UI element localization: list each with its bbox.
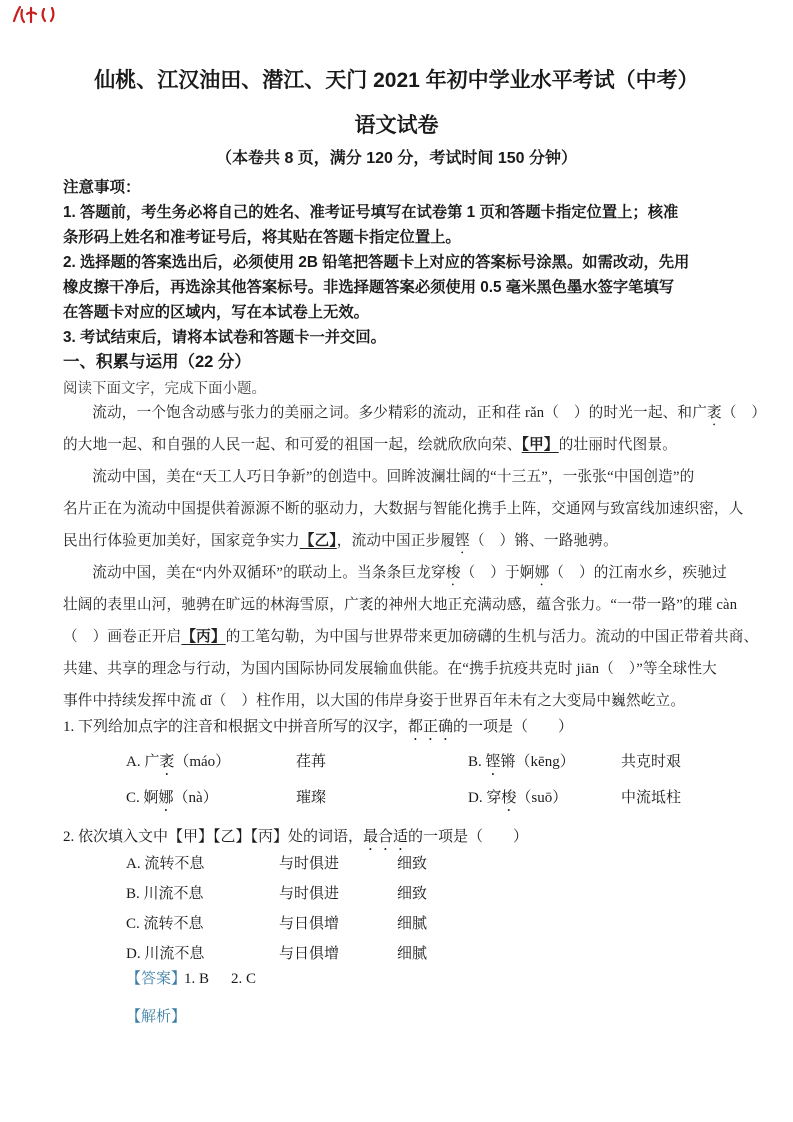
notice-line: 条形码上姓名和准考证号后，将其贴在答题卡指定位置上。 xyxy=(63,229,461,246)
passage-line: 的大地一起、和自强的人民一起、和可爱的祖国一起，绘就欣欣向荣、【甲】的壮丽时代图景。 xyxy=(63,437,678,453)
exam-title-line2: 语文试卷 xyxy=(354,114,439,137)
question-1-stem: 1. 下列给加点字的注音和根据文中拼音所写的汉字，都正确的一项是（ ） xyxy=(63,719,574,735)
exam-title-line1: 仙桃、江汉油田、潜江、天门 2021 年初中学业水平考试（中考） xyxy=(94,69,699,92)
emphasized-char: 梭 xyxy=(445,565,461,581)
blank-placeholder: 【甲】 xyxy=(521,437,559,453)
notice-line: 3. 考试结束后，请将本试卷和答题卡一并交回。 xyxy=(63,329,386,346)
q2-option-d-word1: D. 川流不息 xyxy=(126,946,205,962)
emphasized-char: 铿 xyxy=(455,533,470,549)
q1-option-d-word: 中流坻柱 xyxy=(621,790,682,806)
q1-option-a-word: 荏苒 xyxy=(296,754,327,770)
emphasized-char: 娜 xyxy=(158,790,174,806)
notice-line: 橡皮擦干净后，再选涂其他答案标号。非选择题答案必须使用 0.5 毫米黑色墨水签字笔填写 xyxy=(63,279,675,296)
passage-line: 流动，一个饱含动感与张力的美丽之词。多少精彩的流动，正和荏 rǎn（ ）的时光一起、和广袤（ ） xyxy=(92,405,767,421)
q1-option-a: A. 广袤（máo） xyxy=(126,754,231,770)
q2-option-c-word2: 与日俱增 xyxy=(279,916,340,932)
analysis-label: 【解析】 xyxy=(126,1009,187,1025)
q2-option-a-word2: 与时俱进 xyxy=(279,856,340,872)
q1-option-c-word: 璀璨 xyxy=(296,790,327,806)
q2-option-b-word1: B. 川流不息 xyxy=(126,886,204,902)
notice-line: 在答题卡对应的区域内，写在本试卷上无效。 xyxy=(63,304,369,321)
q2-option-d-word2: 与日俱增 xyxy=(279,946,340,962)
emphasized-char: 梭 xyxy=(501,790,517,806)
emphasized-char: 铿 xyxy=(485,754,501,770)
passage-line: （ ）画卷正开启【丙】的工笔勾勒，为中国与世界带来更加磅礴的生机与活力。流动的中国正带着共商、 xyxy=(63,629,759,645)
q2-option-a-word1: A. 流转不息 xyxy=(126,856,205,872)
question-2-stem: 2. 依次填入文中【甲】【乙】【丙】处的词语，最合适的一项是（ ） xyxy=(63,829,529,845)
emphasized-char: 袤 xyxy=(707,405,722,421)
q2-option-c-word3: 细腻 xyxy=(397,916,428,932)
q2-option-d-word3: 细腻 xyxy=(397,946,428,962)
red-pen-marks-icon xyxy=(9,4,61,28)
answer-item-1: 1. B xyxy=(184,971,210,987)
red-pen-strokes xyxy=(14,7,53,22)
q1-option-c: C. 婀娜（nà） xyxy=(126,790,218,806)
passage-line: 流动中国，美在“内外双循环”的联动上。当条条巨龙穿梭（ ）于婀娜（ ）的江南水乡，疾驰过 xyxy=(92,565,727,581)
passage-line: 共建、共享的理念与行动，为国内国际协同发展输血供能。在“携手抗疫共克时 jiān（ ）”等全球性大 xyxy=(63,661,717,677)
passage-line: 民出行体验更加美好，国家竞争实力【乙】，流动中国正步履铿（ ）锵、一路驰骋。 xyxy=(63,533,618,549)
answer-label: 【答案】 xyxy=(126,971,187,987)
passage-line: 壮阔的表里山河，驰骋在旷远的林海雪原，广袤的神州大地正充满动感，蕴含张力。“一带一路”的璀 càn xyxy=(63,597,738,613)
exam-subtitle: （本卷共 8 页，满分 120 分，考试时间 150 分钟） xyxy=(216,150,577,167)
emphasized-char: 都正确 xyxy=(408,719,454,735)
passage-line: 流动中国，美在“天工人巧日争新”的创造中。回眸波澜壮阔的“十三五”，一张张“中国创造”的 xyxy=(92,469,695,485)
answer-item-2: 2. C xyxy=(231,971,257,987)
blank-placeholder: 【乙】 xyxy=(299,533,337,549)
q1-option-b: B. 铿锵（kēng） xyxy=(468,754,575,770)
notice-line: 1. 答题前，考生务必将自己的姓名、准考证号填写在试卷第 1 页和答题卡指定位置上；核准 xyxy=(63,204,679,221)
emphasized-char: 袤 xyxy=(159,754,175,770)
q2-option-b-word2: 与时俱进 xyxy=(279,886,340,902)
q1-option-d: D. 穿梭（suō） xyxy=(468,790,568,806)
q2-option-b-word3: 细致 xyxy=(397,886,428,902)
notice-heading: 注意事项： xyxy=(63,179,141,196)
notice-line: 2. 选择题的答案选出后，必须使用 2B 铅笔把答题卡上对应的答案标号涂黑。如需改动，先用 xyxy=(63,254,690,271)
blank-placeholder: 【丙】 xyxy=(181,629,226,645)
passage-line: 名片正在为流动中国提供着源源不断的驱动力，大数据与智能化携手上阵，交通网与致富线加速织密，人 xyxy=(63,501,744,517)
section-intro: 阅读下面文字，完成下面小题。 xyxy=(63,381,266,397)
q2-option-c-word1: C. 流转不息 xyxy=(126,916,204,932)
section-heading: 一、积累与运用（22 分） xyxy=(63,353,251,371)
emphasized-char: 最合适 xyxy=(363,829,409,845)
passage-line: 事件中持续发挥中流 dǐ（ ）柱作用，以大国的伟岸身姿于世界百年未有之大变局中巍然屹立。 xyxy=(63,693,686,709)
emphasized-char: 娜 xyxy=(534,565,550,581)
q2-option-a-word3: 细致 xyxy=(397,856,428,872)
q1-option-b-word: 共克时艰 xyxy=(621,754,682,770)
